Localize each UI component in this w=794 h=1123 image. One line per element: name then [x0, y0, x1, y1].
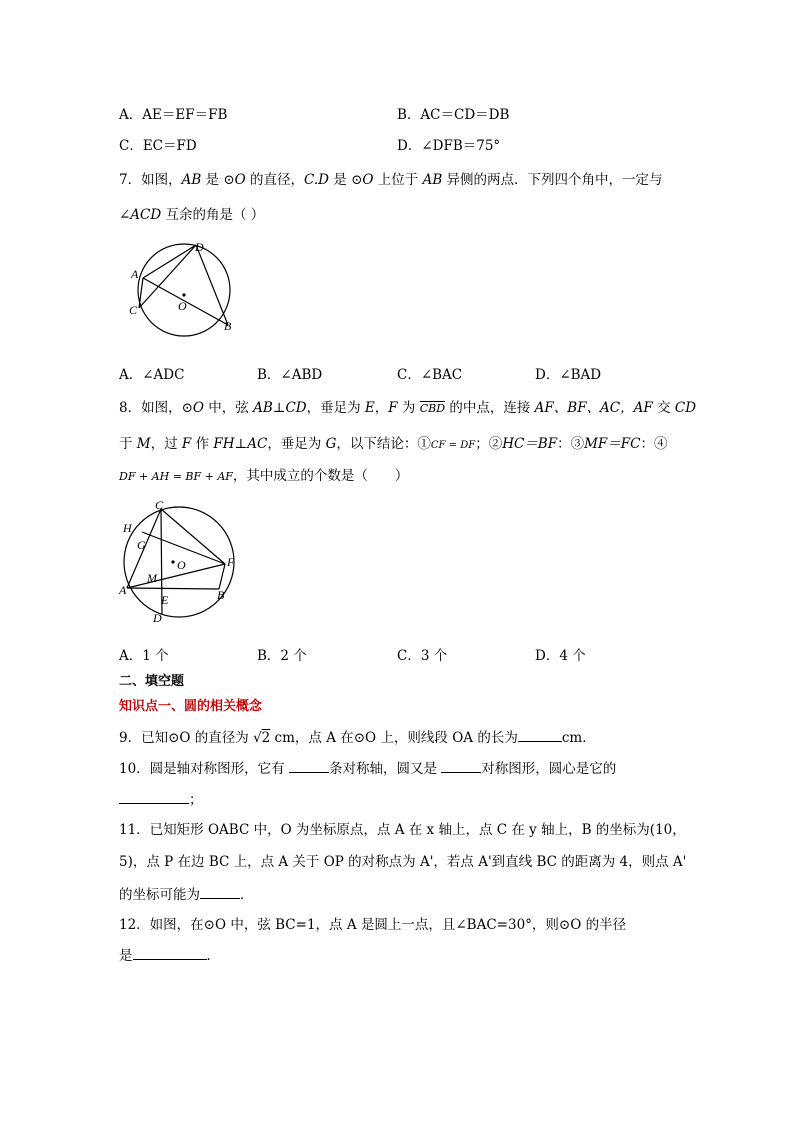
- q8-line-2: 于 M，过 F 作 FH⊥AC，垂足为 G，以下结论：①CF = DF；②HC＝BF：③MF＝FC：④: [119, 436, 668, 452]
- q7-label-d: D: [195, 240, 204, 254]
- q7-figure: [120, 238, 240, 338]
- section-title: 二、填空题: [119, 674, 185, 689]
- q8-label-h: H: [123, 521, 132, 535]
- q12-line-2: 是 ．: [119, 945, 220, 966]
- q8-label-e: E: [161, 593, 169, 607]
- q12-answer-blank: [133, 945, 207, 960]
- q8-label-o: O: [177, 558, 186, 572]
- q6-option-b: B．AC＝CD＝DB: [397, 107, 510, 123]
- q11-answer-blank: [200, 884, 240, 899]
- q8-label-a: A: [119, 583, 127, 597]
- q8-label-d: D: [153, 611, 162, 625]
- knowledge-point-heading: 知识点一、圆的相关概念: [119, 699, 263, 714]
- q6-option-a: A．AE＝EF＝FB: [119, 107, 228, 123]
- q10-blank-2: [441, 758, 481, 773]
- q8-option-d: D．4 个: [535, 648, 586, 664]
- q7-option-d: D．∠BAD: [535, 367, 602, 383]
- q8-label-f: F: [227, 555, 235, 569]
- q7-line-2: ∠ACD 互余的角是（ ）: [119, 207, 265, 223]
- q10-blank-3: [119, 789, 189, 804]
- q8-figure: [117, 496, 247, 626]
- q8-line-3: DF + AH = BF + AF，其中成立的个数是（ ）: [119, 468, 409, 484]
- q7-option-b: B．∠ABD: [257, 367, 323, 383]
- q7-label-b: B: [224, 319, 232, 333]
- q6-option-c: C．EC＝FD: [119, 138, 197, 154]
- q6-option-d: D．∠DFB＝75°: [397, 138, 501, 154]
- q8-option-c: C．3 个: [397, 648, 448, 664]
- q10-blank-1: [289, 758, 329, 773]
- q10-line-2: ；: [119, 789, 203, 810]
- q7-label-c: C: [129, 303, 138, 317]
- q10-line-1: 10．圆是轴对称图形，它有 条对称轴，圆又是 对称图形，圆心是它的: [119, 758, 616, 779]
- q7-label-a: A: [131, 267, 139, 281]
- q7-option-c: C．∠BAC: [397, 367, 463, 383]
- q8-label-m: M: [147, 571, 157, 585]
- q8-line-1: 8．如图，⊙O 中，弦 AB⊥CD，垂足为 E，F 为 $\overline{CBD}$ 的中点，连接 AF、BF、AC，AF 交 CD: [119, 400, 697, 416]
- q8-label-c: C: [155, 498, 164, 512]
- q7-label-o: O: [178, 299, 187, 313]
- q8-option-a: A．1 个: [119, 648, 169, 664]
- q11-line-2: 5)，点 P 在边 BC 上，点 A 关于 OP 的对称点为 A'，若点 A'到直线 BC 的距离为 4，则点 A': [119, 854, 687, 870]
- q9-answer-blank: [518, 727, 562, 742]
- q7-line-1: 7．如图，AB 是 ⊙O 的直径，C.D 是 ⊙O 上位于 AB 异侧的两点．下列四个角中，一定与: [119, 172, 663, 188]
- q11-line-3: 的坐标可能为 ．: [119, 884, 254, 905]
- q8-label-b: B: [217, 588, 225, 602]
- q7-option-a: A．∠ADC: [119, 367, 185, 383]
- q9: 9．已知⊙O 的直径为 √2 cm，点 A 在⊙O 上，则线段 OA 的长为 cm．: [119, 727, 596, 748]
- q8-option-b: B．2 个: [257, 648, 307, 664]
- q8-label-g: G: [137, 538, 146, 552]
- q12-line-1: 12．如图，在⊙O 中，弦 BC=1，点 A 是圆上一点，且∠BAC=30°，则⊙O 的半径: [119, 917, 627, 933]
- q11-line-1: 11．已知矩形 OABC 中，O 为坐标原点，点 A 在 x 轴上，点 C 在 y 轴上，B 的坐标为(10，: [119, 822, 686, 838]
